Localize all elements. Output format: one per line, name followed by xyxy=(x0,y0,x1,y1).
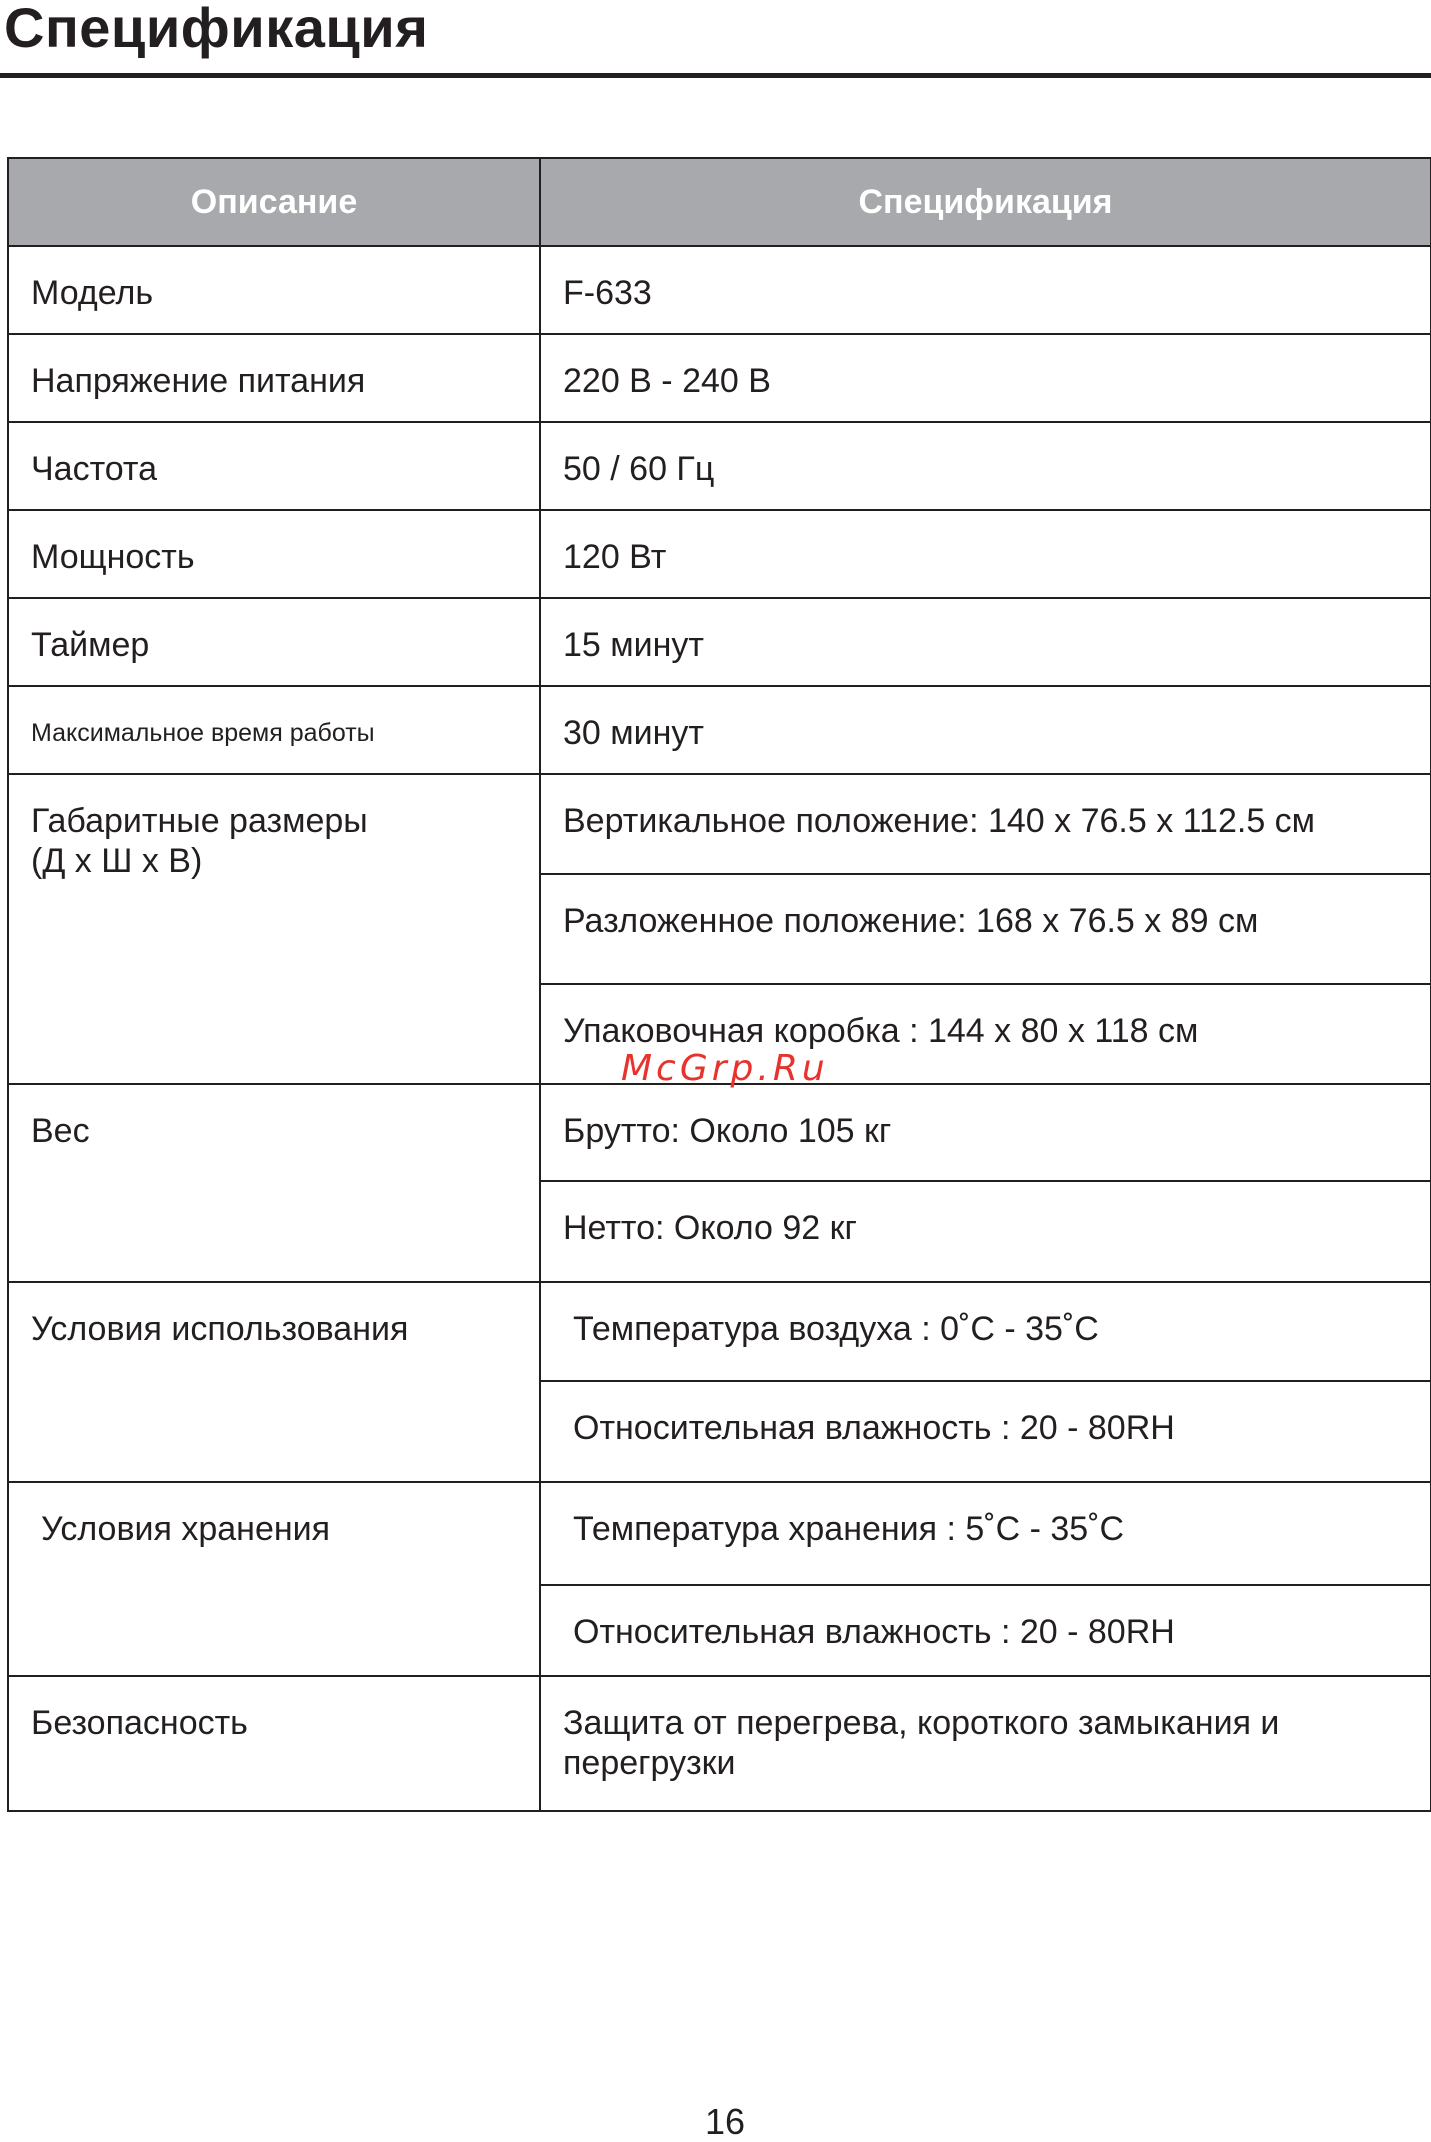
table-row xyxy=(8,334,1431,422)
row-value: F-633 xyxy=(540,246,1431,334)
row-value: Относительная влажность : 20 - 80RH xyxy=(540,1585,1431,1676)
row-label: Частота xyxy=(8,422,540,510)
table-row xyxy=(8,598,1431,686)
row-label: Мощность xyxy=(8,510,540,598)
row-value: 50 / 60 Гц xyxy=(540,422,1431,510)
table-row xyxy=(8,246,1431,334)
row-value: Температура хранения : 5˚C - 35˚C xyxy=(540,1482,1431,1585)
row-value: Вертикальное положение: 140 х 76.5 х 112.5 см xyxy=(540,774,1431,874)
row-value: 120 Вт xyxy=(540,510,1431,598)
header-description: Описание xyxy=(8,158,540,246)
specification-table xyxy=(7,157,1431,1812)
safety-value-line1: Защита от перегрева, короткого замыкания и xyxy=(563,1704,1280,1742)
table-row xyxy=(8,1676,1431,1811)
table-row xyxy=(8,1084,1431,1181)
row-value: Упаковочная коробка : 144 х 80 х 118 см xyxy=(540,984,1431,1084)
row-value: 220 В - 240 В xyxy=(540,334,1431,422)
page-number: 16 xyxy=(705,2101,746,2142)
title-divider xyxy=(0,73,1431,78)
row-value: Температура воздуха : 0˚C - 35˚C xyxy=(540,1282,1431,1381)
table-row xyxy=(8,510,1431,598)
row-value: 30 минут xyxy=(540,686,1431,774)
row-value: 15 минут xyxy=(540,598,1431,686)
row-value: Брутто: Около 105 кг xyxy=(540,1084,1431,1181)
row-label: Условия использования xyxy=(8,1282,540,1482)
row-value: Относительная влажность : 20 - 80RH xyxy=(540,1381,1431,1482)
table-row xyxy=(8,1482,1431,1585)
row-label: Условия хранения xyxy=(8,1482,540,1676)
row-value: Нетто: Около 92 кг xyxy=(540,1181,1431,1282)
dimensions-label-line1: Габаритные размеры xyxy=(31,802,368,840)
row-label: Таймер xyxy=(8,598,540,686)
table-row xyxy=(8,774,1431,874)
row-label: Максимальное время работы xyxy=(8,686,540,774)
page-title: Спецификация xyxy=(4,0,429,59)
row-label: Вес xyxy=(8,1084,540,1282)
dimensions-label-line2: (Д х Ш х В) xyxy=(31,842,203,880)
table-header-row xyxy=(8,158,1431,246)
table-row xyxy=(8,1282,1431,1381)
row-value-safety xyxy=(540,1676,1431,1811)
row-label: Безопасность xyxy=(8,1676,540,1811)
watermark: McGrp.Ru xyxy=(621,1048,829,1089)
row-value: Разложенное положение: 168 х 76.5 х 89 см xyxy=(540,874,1431,984)
table-row xyxy=(8,686,1431,774)
table-row xyxy=(8,422,1431,510)
safety-value-line2: перегрузки xyxy=(563,1744,736,1782)
row-label: Модель xyxy=(8,246,540,334)
row-label: Напряжение питания xyxy=(8,334,540,422)
row-label-dimensions xyxy=(8,774,540,1084)
header-specification: Спецификация xyxy=(540,158,1431,246)
